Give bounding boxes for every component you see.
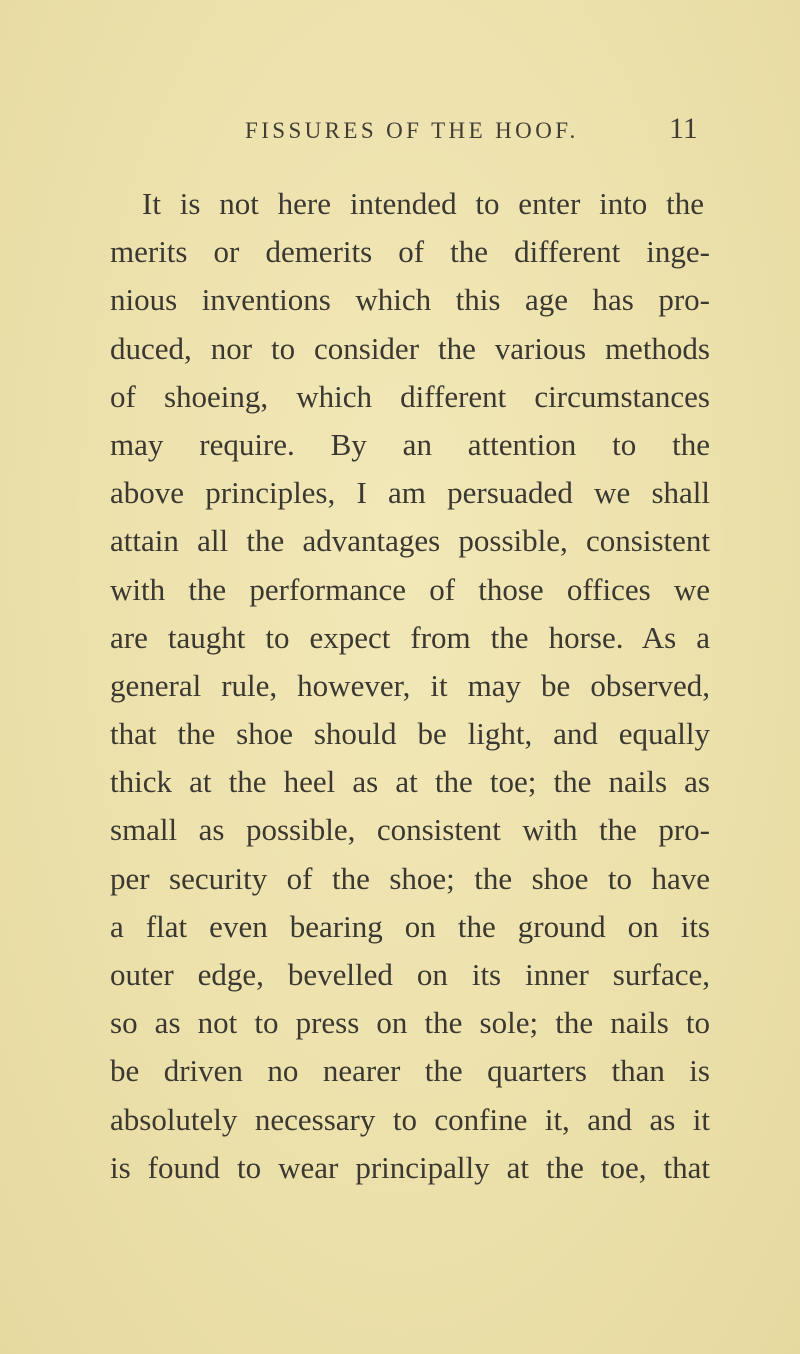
text-line: be driven no nearer the quarters than is (110, 1053, 710, 1089)
text-line: duced, nor to consider the various methods (110, 330, 710, 366)
running-title: FISSURES OF THE HOOF. (245, 118, 579, 143)
text-line: is found to wear principally at the toe, that (110, 1149, 710, 1185)
running-head (0, 112, 800, 152)
text-line: above principles, I am persuaded we shall (110, 475, 710, 511)
text-line: may require. By an attention to the (110, 426, 710, 462)
text-line: that the shoe should be light, and equally (110, 716, 710, 752)
text-line: merits or demerits of the different inge- (110, 234, 710, 270)
text-line: are taught to expect from the horse. As a (110, 619, 710, 655)
text-line: nious inventions which this age has pro- (110, 282, 710, 318)
text-line: a flat even bearing on the ground on its (110, 908, 710, 944)
body-text (110, 180, 710, 1192)
text-line: attain all the advantages possible, consistent (110, 523, 710, 559)
text-line: with the performance of those offices we (110, 571, 710, 607)
text-line: per security of the shoe; the shoe to have (110, 860, 710, 896)
text-line: It is not here intended to enter into the (142, 186, 704, 221)
text-line: thick at the heel as at the toe; the nails as (110, 764, 710, 800)
text-line: outer edge, bevelled on its inner surface, (110, 957, 710, 992)
text-line: general rule, however, it may be observed, (110, 667, 710, 703)
text-line: so as not to press on the sole; the nails to (110, 1005, 710, 1041)
page-number: 11 (669, 112, 698, 145)
text-line: absolutely necessary to confine it, and as it (110, 1101, 710, 1137)
text-line: small as possible, consistent with the pro- (110, 812, 710, 848)
text-line: of shoeing, which different circumstances (110, 378, 710, 414)
